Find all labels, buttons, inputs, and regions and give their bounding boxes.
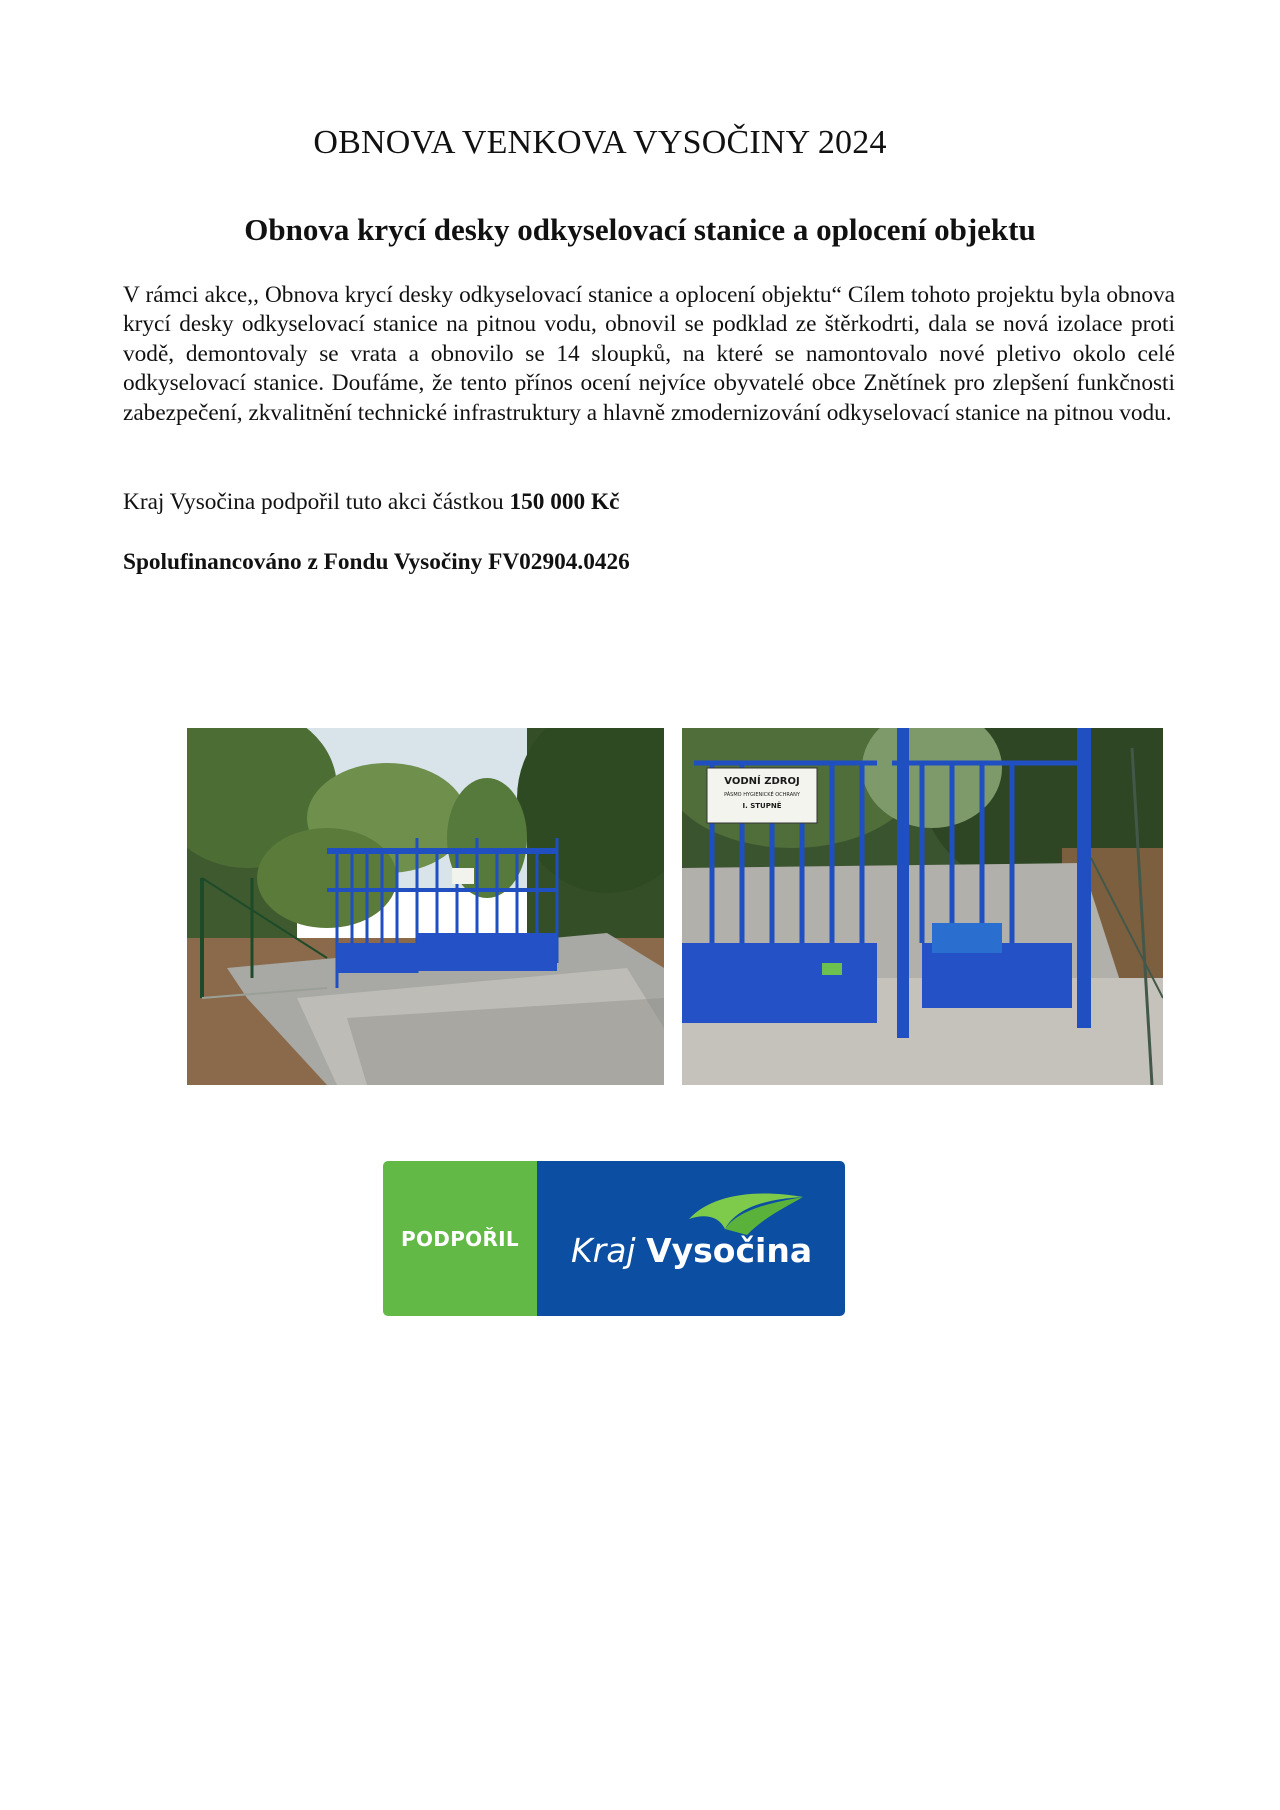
sign-line-3: I. STUPNĚ [742,802,782,810]
logo-word-vysocina: Vysočina [646,1231,813,1270]
cofunding-line: Spolufinancováno z Fondu Vysočiny FV02904.0426 [123,549,630,575]
kraj-vysocina-logo [383,1161,845,1316]
logo-wordmark [571,1231,812,1270]
logo-podporil-label: PODPOŘIL [401,1226,519,1251]
logo-word-kraj: Kraj [571,1231,647,1270]
logo-swoosh-icon [687,1189,805,1237]
sign-title: VODNÍ ZDROJ [724,776,800,787]
photo-station-overview [187,728,664,1085]
sign-line-2: PÁSMO HYGIENICKÉ OCHRANY [724,792,800,798]
logo-podporil-panel [383,1161,537,1316]
photo-gate-closeup [682,728,1163,1085]
document-heading: Obnova krycí desky odkyselovací stanice a oplocení objektu [244,212,1036,247]
page-title: OBNOVA VENKOVA VYSOČINY 2024 [313,124,887,161]
support-amount-line [123,489,620,516]
support-amount: 150 000 Kč [509,489,620,515]
logo-brand-panel [537,1161,845,1316]
body-paragraph: V rámci akce,, Obnova krycí desky odkyselovací stanice a oplocení objektu“ Cílem tohoto projektu byla obnova krycí desky odkyselovací stanice na pitnou vodu, obnovil se podklad ze štěrkodrti, dala se nová izolace proti vodě, demontovaly se vrata a obnovilo se 14 sloupků, na které se namontovalo nové pletivo okolo celé odkyselovací stanice. Doufáme, že tento přínos ocení nejvíce obyvatelé obce Znětínek pro zlepšení funkčnosti zabezpečení, zkvalitnění technické infrastruktury a hlavně zmodernizování odkyselovací stanice na pitnou vodu. [123,282,1175,426]
support-text: Kraj Vysočina podpořil tuto akci částkou [123,489,510,515]
